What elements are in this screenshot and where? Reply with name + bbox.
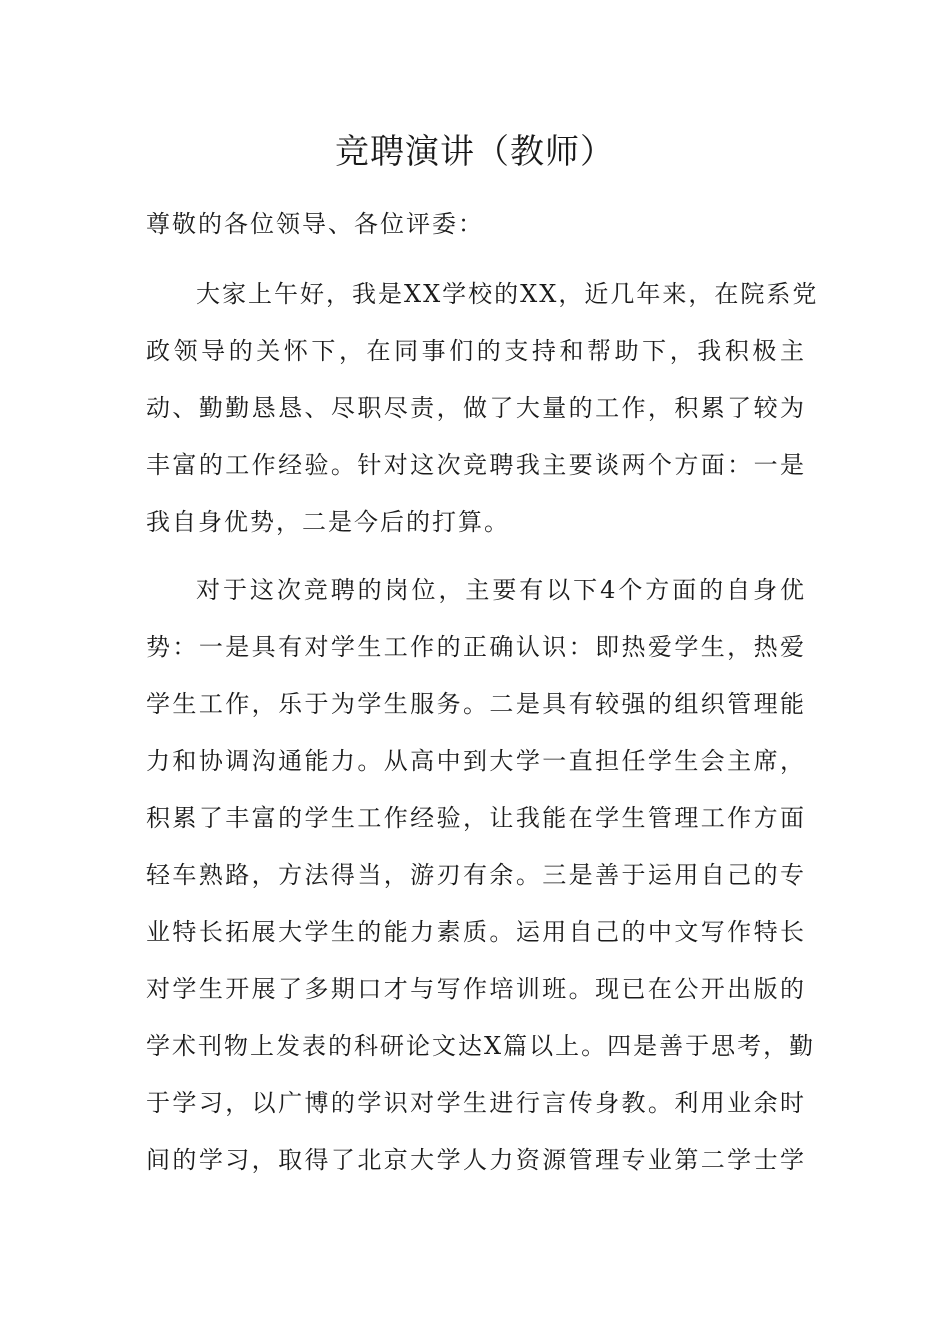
paragraph-2-line-1: 对于这次竞聘的岗位，主要有以下4个方面的自身优 [196,576,806,604]
paragraph-2-line-8: 对学生开展了多期口才与写作培训班。现已在公开出版的 [146,975,806,1003]
paragraph-1-line-2: 政领导的关怀下，在同事们的支持和帮助下，我积极主 [146,337,806,365]
paragraph-2-line-2: 势：一是具有对学生工作的正确认识：即热爱学生，热爱 [146,633,806,661]
salutation: 尊敬的各位领导、各位评委： [146,210,484,238]
paragraph-1-line-1: 大家上午好，我是XX学校的XX，近几年来，在院系党 [196,280,819,308]
paragraph-2-line-4: 力和协调沟通能力。从高中到大学一直担任学生会主席， [146,747,806,775]
paragraph-2-line-10: 于学习，以广博的学识对学生进行言传身教。利用业余时 [146,1089,806,1117]
paragraph-2-line-9: 学术刊物上发表的科研论文达X篇以上。四是善于思考，勤 [146,1032,816,1060]
paragraph-1-line-4: 丰富的工作经验。针对这次竞聘我主要谈两个方面：一是 [146,451,806,479]
paragraph-2-line-3: 学生工作，乐于为学生服务。二是具有较强的组织管理能 [146,690,806,718]
paragraph-1-line-3: 动、勤勤恳恳、尽职尽责，做了大量的工作，积累了较为 [146,394,806,422]
document-title: 竞聘演讲（教师） [335,132,615,172]
paragraph-2-line-6: 轻车熟路，方法得当，游刃有余。三是善于运用自己的专 [146,861,806,889]
paragraph-2-line-7: 业特长拓展大学生的能力素质。运用自己的中文写作特长 [146,918,806,946]
paragraph-1-line-5: 我自身优势，二是今后的打算。 [146,508,510,536]
paragraph-2-line-5: 积累了丰富的学生工作经验，让我能在学生管理工作方面 [146,804,806,832]
paragraph-2-line-11: 间的学习，取得了北京大学人力资源管理专业第二学士学 [146,1146,806,1174]
